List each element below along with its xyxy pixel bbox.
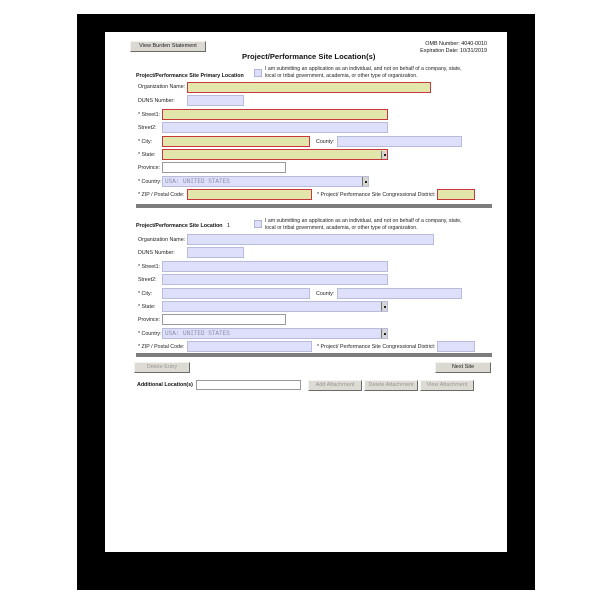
site1-individual-text-1: I am submitting an application as an individual, and not on behalf of a company, state, — [265, 218, 462, 224]
primary-province-input[interactable] — [162, 162, 286, 173]
site1-duns-label: DUNS Number: — [138, 250, 175, 256]
site1-country-dropdown-arrow-icon[interactable] — [381, 329, 387, 338]
primary-individual-text-2: local or tribal government, academia, or other type of organization. — [265, 72, 418, 79]
site1-org-name-label: Organization Name: — [138, 237, 186, 243]
primary-org-name-input[interactable] — [187, 82, 431, 93]
site1-province-label: Province: — [138, 317, 161, 323]
add-attachment-button[interactable]: Add Attachment — [308, 380, 362, 391]
view-attachment-button[interactable]: View Attachment — [420, 380, 474, 391]
delete-attachment-button[interactable]: Delete Attachment — [364, 380, 418, 391]
site1-province-input[interactable] — [162, 314, 286, 325]
primary-state-dropdown-arrow-icon[interactable] — [381, 151, 387, 159]
primary-country-label: * Country: — [138, 179, 162, 185]
next-site-button[interactable]: Next Site — [435, 362, 491, 373]
primary-country-dropdown-arrow-icon[interactable] — [362, 177, 368, 186]
site1-org-name-input[interactable] — [187, 234, 434, 245]
section-divider — [136, 204, 492, 208]
additional-locations-label: Additional Location(s) — [137, 382, 193, 388]
primary-duns-label: DUNS Number: — [138, 98, 175, 104]
primary-congressional-district-input[interactable] — [437, 189, 475, 200]
primary-city-label: * City: — [138, 139, 153, 145]
omb-number: OMB Number: 4040-0010 — [425, 41, 487, 47]
site1-state-select[interactable] — [162, 301, 388, 312]
primary-street1-label: * Street1: — [138, 112, 161, 118]
site1-country-label: * Country: — [138, 331, 162, 337]
primary-congressional-district-label: * Project/ Performance Site Congressional District: — [317, 192, 436, 198]
primary-location-heading: Project/Performance Site Primary Location — [136, 73, 244, 79]
primary-county-input[interactable] — [337, 136, 462, 147]
form-page — [105, 32, 507, 552]
site1-street1-input[interactable] — [162, 261, 388, 272]
primary-duns-input[interactable] — [187, 95, 244, 106]
site1-zip-label: * ZIP / Postal Code: — [138, 344, 185, 350]
site1-congressional-district-input[interactable] — [437, 341, 475, 352]
site1-congressional-district-label: * Project/ Performance Site Congressional District: — [317, 344, 436, 350]
primary-zip-input[interactable] — [187, 189, 312, 200]
primary-individual-checkbox[interactable] — [254, 69, 262, 77]
site1-country-select[interactable]: USA: UNITED STATES — [162, 328, 388, 339]
page-title: Project/Performance Site Location(s) — [242, 52, 376, 61]
delete-entry-button[interactable]: Delete Entry — [134, 362, 190, 373]
site-location-number: 1 — [227, 223, 230, 229]
primary-state-label: * State: — [138, 152, 156, 158]
site1-city-input[interactable] — [162, 288, 310, 299]
site1-state-dropdown-arrow-icon[interactable] — [381, 302, 387, 311]
site1-individual-checkbox[interactable] — [254, 220, 262, 228]
view-burden-statement-button[interactable]: View Burden Statement — [130, 41, 206, 52]
site1-street1-label: * Street1: — [138, 264, 161, 270]
site1-individual-text-2: local or tribal government, academia, or other type of organization. — [265, 224, 418, 231]
site1-street2-input[interactable] — [162, 274, 388, 285]
site1-county-label: County: — [316, 291, 335, 297]
site1-state-label: * State: — [138, 304, 156, 310]
primary-state-select[interactable] — [162, 149, 388, 160]
primary-zip-label: * ZIP / Postal Code: — [138, 192, 185, 198]
primary-org-name-label: Organization Name: — [138, 84, 186, 90]
primary-county-label: County: — [316, 139, 335, 145]
site1-county-input[interactable] — [337, 288, 462, 299]
primary-city-input[interactable] — [162, 136, 310, 147]
expiration-date: Expiration Date: 10/31/2019 — [420, 48, 487, 54]
additional-locations-input[interactable] — [196, 380, 301, 390]
site-location-heading: Project/Performance Site Location — [136, 223, 223, 229]
section-divider-2 — [136, 353, 492, 357]
primary-street2-label: Street2: — [138, 125, 157, 131]
primary-country-select[interactable]: USA: UNITED STATES — [162, 176, 369, 187]
primary-street2-input[interactable] — [162, 122, 388, 133]
primary-street1-input[interactable] — [162, 109, 388, 120]
primary-individual-text-1: I am submitting an application as an individual, and not on behalf of a company, state, — [265, 66, 462, 72]
site1-duns-input[interactable] — [187, 247, 244, 258]
primary-province-label: Province: — [138, 165, 161, 171]
site1-zip-input[interactable] — [187, 341, 312, 352]
site1-street2-label: Street2: — [138, 277, 157, 283]
site1-city-label: * City: — [138, 291, 153, 297]
